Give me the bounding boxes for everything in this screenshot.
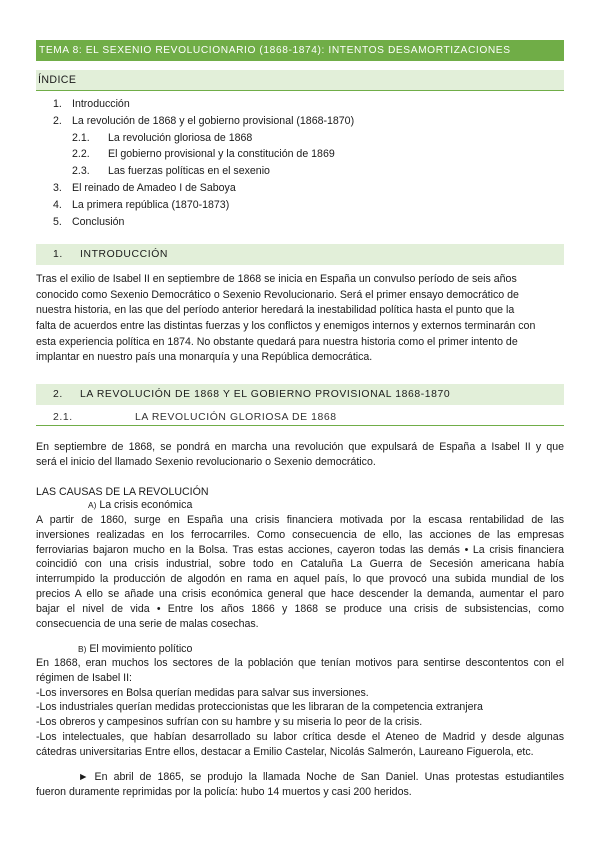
san-daniel-paragraph — [78, 770, 564, 785]
economic-crisis-paragraph — [36, 513, 564, 631]
text-line: esta experiencia política en 1874. No obstante quedará para nuestra historia como el primer intento de — [36, 335, 518, 348]
toc-number: 4. — [53, 198, 62, 211]
toc-text: El reinado de Amadeo I de Saboya — [72, 181, 236, 194]
revolution-paragraph — [36, 440, 564, 470]
toc-number: 2.2. — [72, 148, 90, 161]
toc-item — [0, 147, 600, 164]
text-line: fueron duramente reprimidas por la policía: hubo 14 muertos y casi 200 heridos. — [36, 786, 412, 798]
subheading-a — [88, 498, 388, 513]
list-item: -Los inversores en Bolsa querían medidas para salvar sus inversiones. — [36, 686, 369, 699]
text-line: coincidió con una crisis industrial, sobre todo en Cataluña La Guerra de Secesión americana había — [36, 558, 564, 571]
text-line: conocido como Sexenio Democrático o Sexenio Revolucionario. Será el primer ensayo democrático de — [36, 288, 519, 301]
text-line: inversiones realizadas en los ferrocarriles. Como consecuencia de ello, las acciones de las empresas — [36, 528, 564, 541]
san-daniel-paragraph-end — [36, 785, 564, 800]
toc-number: 2.3. — [72, 165, 90, 178]
index-heading: ÍNDICE — [36, 70, 564, 91]
toc-item — [0, 198, 600, 215]
section-1-heading — [36, 244, 564, 265]
toc-text: La revolución gloriosa de 1868 — [108, 131, 253, 144]
introduction-paragraph — [36, 272, 564, 366]
text-line: consecuencia de una serie de malas cosechas. — [36, 617, 259, 630]
list-item: -Los obreros y campesinos sufrían con su hambre y su miseria lo peor de la crisis. — [36, 716, 423, 729]
toc-text: El gobierno provisional y la constitución de 1869 — [108, 148, 335, 161]
toc-number: 1. — [53, 98, 62, 110]
text-line: En 1868, eran muchos los sectores de la población que tenían motivos para sentirse descontentos con el — [36, 657, 564, 669]
text-line: A partir de 1860, surge en España una crisis financiera motivada por la escasa rentabilidad de las — [36, 514, 564, 526]
document-title: TEMA 8: EL SEXENIO REVOLUCIONARIO (1868-1874): INTENTOS DESAMORTIZACIONES — [36, 40, 564, 61]
toc-item — [0, 114, 600, 131]
toc-item — [0, 215, 600, 232]
list-item: -Los industriales querían medidas proteccionistas que les libraran de la competencia extranjera — [36, 701, 483, 714]
text-line: nuestra historia, en las que del período anterior heredará la inestabilidad política hasta el punto que la — [36, 304, 515, 317]
text-line: cátedras universitarias Entre ellos, destacar a Emilio Castelar, Nicolás Salmerón, Laureano Figuerola, etc. — [36, 745, 534, 758]
text-line: régimen de Isabel II: — [36, 671, 132, 684]
toc-item — [0, 164, 600, 181]
label-a: A) — [88, 500, 97, 510]
toc-item — [0, 131, 600, 148]
section-title: LA REVOLUCIÓN DE 1868 Y EL GOBIERNO PROVISIONAL 1868-1870 — [80, 389, 451, 400]
text-line: En septiembre de 1868, se pondrá en marcha una revolución que expulsará de España a Isabel II y que — [36, 441, 564, 453]
section-number: 2. — [53, 389, 63, 400]
list-item: -Los intelectuales, que habían desarrollado su labor crítica desde el Ateneo de Madrid y desde algunas — [36, 730, 564, 743]
toc-number: 2. — [53, 114, 62, 127]
text-line: implantar en nuestro país una monarquía y una República democrática. — [36, 351, 373, 364]
section-number: 1. — [53, 249, 63, 260]
toc-item — [0, 181, 600, 198]
text-line: ferroviarias bajaron mucho en la Bolsa. Tras estas acciones, cayeron todas las demás • La crisis financiera — [36, 543, 564, 556]
text-line: Tras el exilio de Isabel II en septiembre de 1868 se inicia en España un convulso período de seis años — [36, 273, 517, 285]
text-line: interrumpido la producción de algodón en rama en aquel país, lo que provocó una subida mundial de los — [36, 573, 564, 586]
section-2-1-heading — [36, 409, 564, 426]
text-line: ► En abril de 1865, se produjo la llamada Noche de San Daniel. Unas protestas estudiantiles — [78, 771, 564, 783]
toc-text: La primera república (1870-1873) — [72, 198, 230, 211]
toc-text: La revolución de 1868 y el gobierno provisional (1868-1870) — [72, 114, 355, 127]
causes-heading: LAS CAUSAS DE LA REVOLUCIÓN — [36, 486, 209, 498]
label-b: B) — [78, 644, 87, 654]
text-line: precios A ello se añade una crisis económica general que hace descender la demanda, aumentar el paro — [36, 587, 564, 600]
table-of-contents — [0, 97, 600, 231]
toc-text: Introducción — [72, 98, 130, 110]
text-line: bajar el nivel de vida • Entre los años 1866 y 1868 se produce una crisis de subsistencias, como — [36, 602, 564, 615]
section-2-heading — [36, 384, 564, 405]
toc-item — [0, 97, 600, 114]
political-movement-paragraph — [36, 656, 564, 760]
toc-number: 5. — [53, 215, 62, 228]
section-title: INTRODUCCIÓN — [80, 249, 169, 260]
subsection-title: LA REVOLUCIÓN GLORIOSA DE 1868 — [135, 412, 337, 423]
toc-number: 3. — [53, 181, 62, 194]
subheading-a-title: La crisis económica — [99, 499, 193, 511]
text-line: será el inicio del llamado Sexenio revolucionario o Sexenio democrático. — [36, 455, 376, 468]
subheading-b-title: El movimiento político — [89, 643, 193, 655]
toc-text: Las fuerzas políticas en el sexenio — [108, 165, 270, 178]
toc-number: 2.1. — [72, 131, 90, 144]
text-line: falta de acuerdos entre las distintas fuerzas y los conflictos y enemigos internos y externos terminarán con — [36, 320, 536, 333]
subsection-number: 2.1. — [53, 412, 73, 423]
toc-text: Conclusión — [72, 215, 125, 228]
